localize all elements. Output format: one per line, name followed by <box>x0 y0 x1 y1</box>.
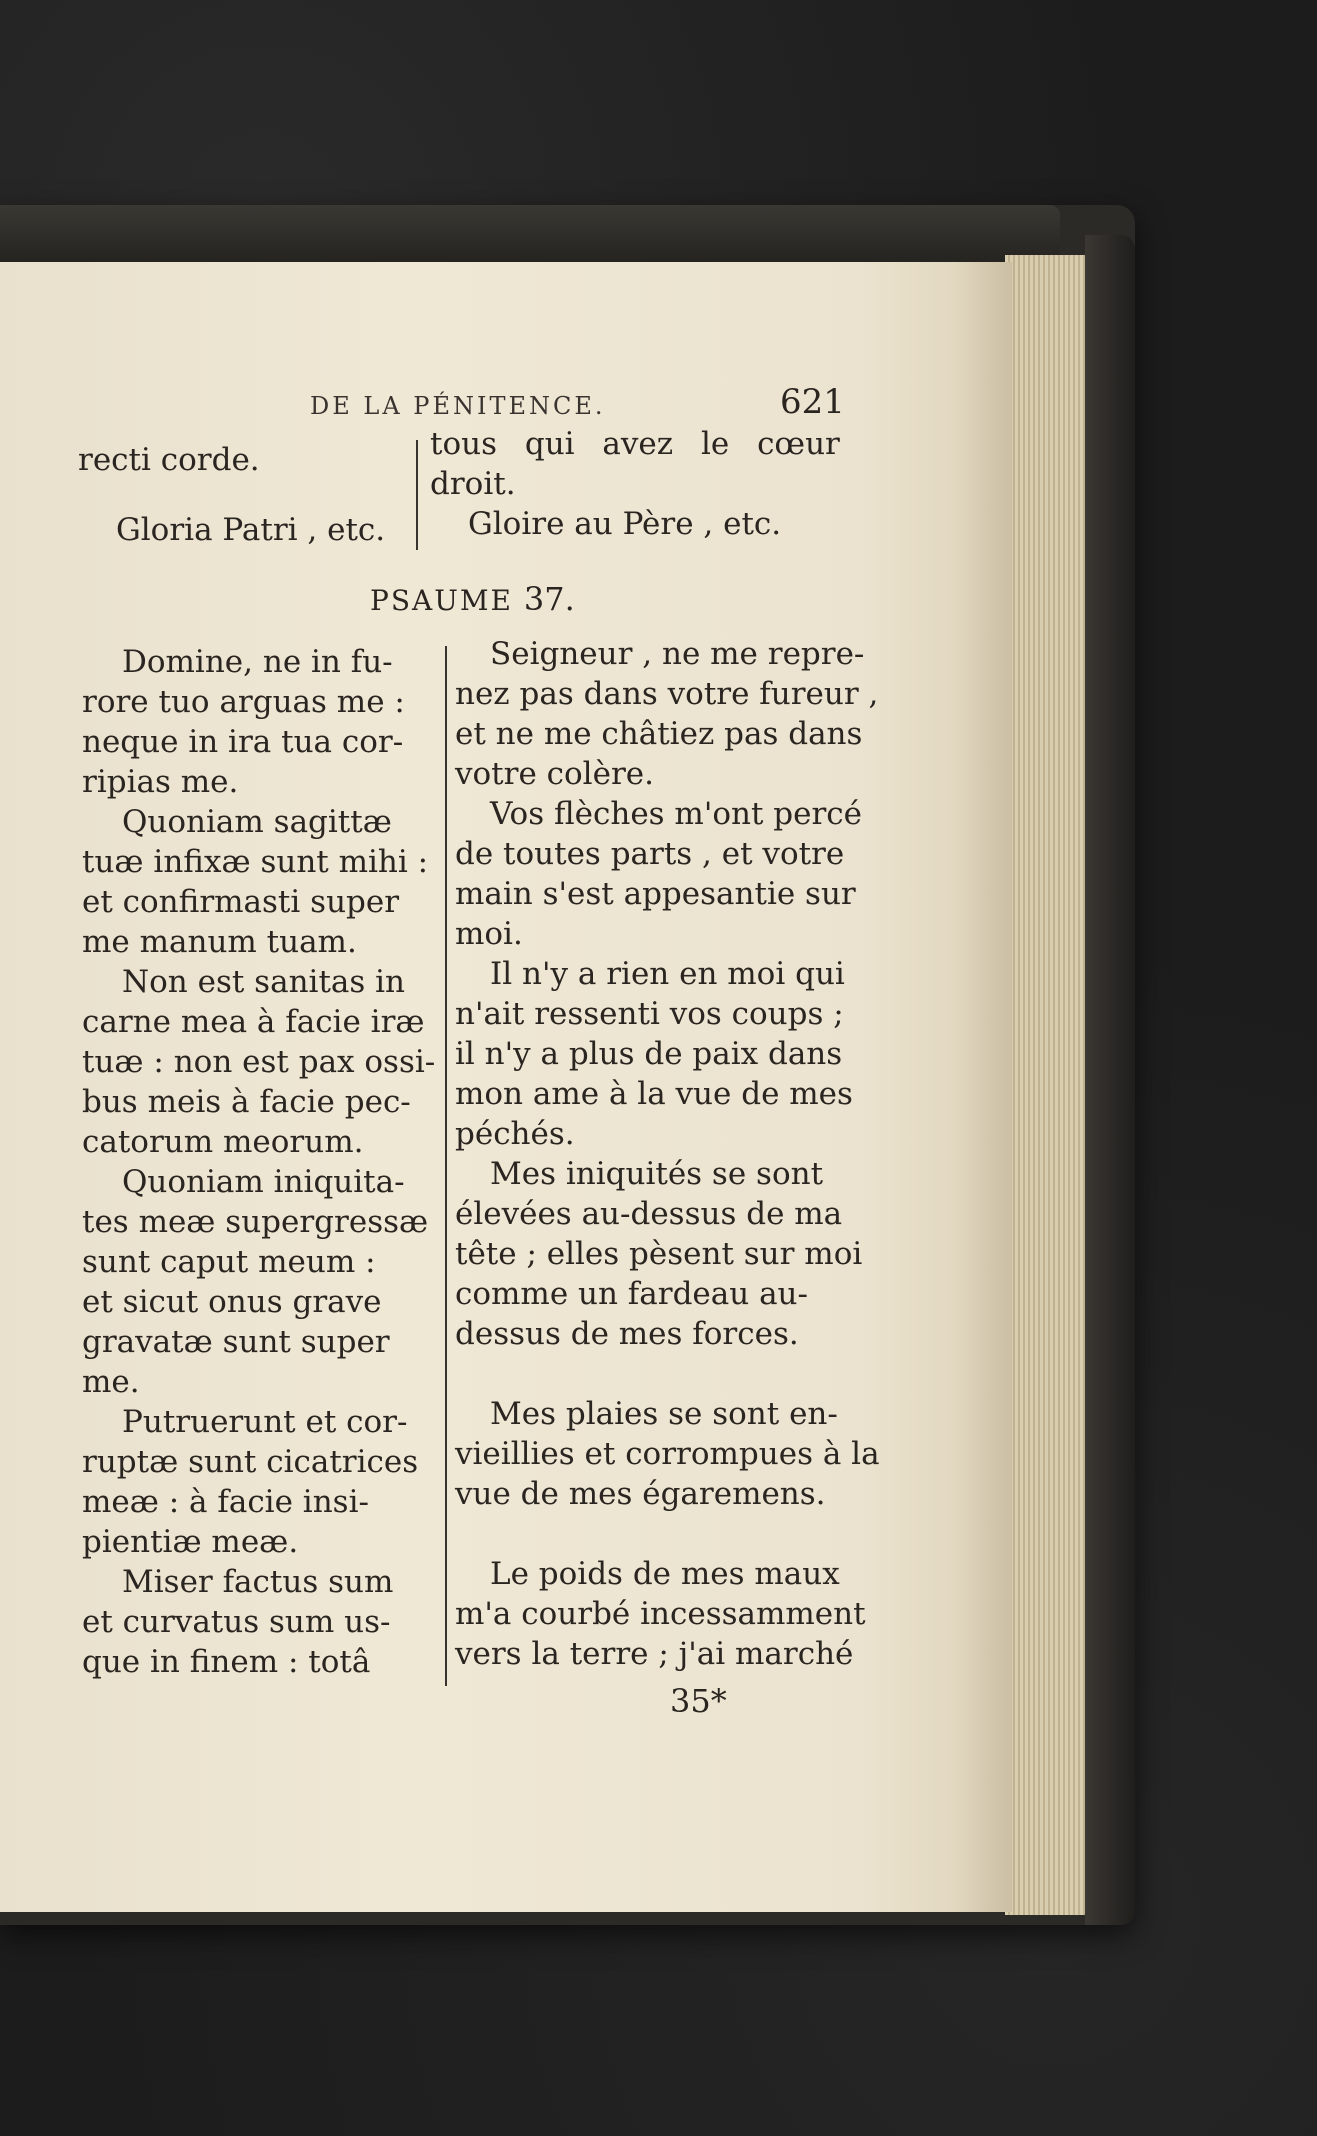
latin-line: Domine, ne in fu- <box>122 644 393 680</box>
latin-line: Non est sanitas in <box>122 964 406 1000</box>
french-line: élevées au-dessus de ma <box>455 1196 843 1232</box>
page-shadow <box>952 262 1012 1912</box>
latin-line: me. <box>82 1364 140 1400</box>
french-line: Vos flèches m'ont percé <box>490 796 862 832</box>
latin-line: catorum meorum. <box>82 1124 364 1160</box>
page-number: 621 <box>780 382 845 422</box>
french-line: vue de mes égaremens. <box>455 1476 826 1512</box>
french-line: vieillies et corrompues à la <box>455 1436 880 1472</box>
book-page <box>0 262 1012 1912</box>
french-line: comme un fardeau au- <box>455 1276 808 1312</box>
latin-line: me manum tuam. <box>82 924 357 960</box>
french-line: n'ait ressenti vos coups ; <box>455 996 844 1032</box>
french-line: tous qui avez le cœur <box>430 426 840 462</box>
latin-line: sunt caput meum : <box>82 1244 376 1280</box>
french-line: Gloire au Père , etc. <box>468 506 782 542</box>
latin-line: Miser factus sum <box>122 1564 394 1600</box>
psalm-label: PSAUME <box>370 584 513 617</box>
latin-column <box>82 642 436 1682</box>
french-line: nez pas dans votre fureur , <box>455 676 879 712</box>
french-line: et ne me châtiez pas dans <box>455 716 863 752</box>
french-line: votre colère. <box>455 756 654 792</box>
column-divider-top <box>416 440 418 550</box>
french-line: m'a courbé incessamment <box>455 1596 866 1632</box>
latin-line: Quoniam sagittæ <box>122 804 392 840</box>
french-line: droit. <box>430 466 516 502</box>
latin-line: et sicut onus grave <box>82 1284 382 1320</box>
french-line: vers la terre ; j'ai marché <box>455 1636 854 1672</box>
latin-line: neque in ira tua cor- <box>82 724 404 760</box>
french-line: il n'y a plus de paix dans <box>455 1036 843 1072</box>
signature-mark: 35* <box>670 1682 727 1720</box>
blank-line <box>455 1354 885 1394</box>
latin-line: et confirmasti super <box>82 884 400 920</box>
french-line: Mes plaies se sont en- <box>490 1396 838 1432</box>
latin-line: bus meis à facie pec- <box>82 1084 411 1120</box>
latin-line: que in finem : totâ <box>82 1644 371 1680</box>
psalm-heading <box>370 580 575 618</box>
top-french-column <box>430 424 850 544</box>
latin-line: et curvatus sum us- <box>82 1604 391 1640</box>
book-top-edge <box>0 205 1060 267</box>
french-line: moi. <box>455 916 523 952</box>
french-line: Mes iniquités se sont <box>490 1156 824 1192</box>
french-line: Le poids de mes maux <box>490 1556 840 1592</box>
latin-line: Putruerunt et cor- <box>122 1404 408 1440</box>
psalm-number: 37. <box>523 580 575 618</box>
french-line: Seigneur , ne me repre- <box>490 636 865 672</box>
french-column <box>455 634 885 1674</box>
french-line: de toutes parts , et votre <box>455 836 845 872</box>
french-line: mon ame à la vue de mes <box>455 1076 853 1112</box>
french-line: main s'est appesantie sur <box>455 876 856 912</box>
latin-line: ripias me. <box>82 764 239 800</box>
latin-line: tuæ infixæ sunt mihi : <box>82 844 429 880</box>
french-line: dessus de mes forces. <box>455 1316 799 1352</box>
latin-line: tuæ : non est pax ossi- <box>82 1044 436 1080</box>
latin-line: Quoniam iniquita- <box>122 1164 405 1200</box>
french-line: péchés. <box>455 1116 575 1152</box>
column-divider <box>445 646 447 1686</box>
latin-line: rore tuo arguas me : <box>82 684 405 720</box>
page-edges <box>1005 255 1090 1915</box>
latin-line: carne mea à facie iræ <box>82 1004 425 1040</box>
book-spine <box>1085 235 1135 1925</box>
french-line: Il n'y a rien en moi qui <box>490 956 845 992</box>
latin-line: ruptæ sunt cicatrices <box>82 1444 419 1480</box>
latin-line: gravatæ sunt super <box>82 1324 390 1360</box>
latin-line: meæ : à facie insi- <box>82 1484 369 1520</box>
running-title: DE LA PÉNITENCE. <box>310 392 606 420</box>
latin-line: recti corde. <box>78 442 260 478</box>
latin-line: pientiæ meæ. <box>82 1524 299 1560</box>
latin-line: tes meæ supergressæ <box>82 1204 429 1240</box>
blank-line <box>455 1514 885 1554</box>
latin-line: Gloria Patri , etc. <box>116 512 386 548</box>
top-latin-column <box>78 440 408 550</box>
french-line: tête ; elles pèsent sur moi <box>455 1236 863 1272</box>
